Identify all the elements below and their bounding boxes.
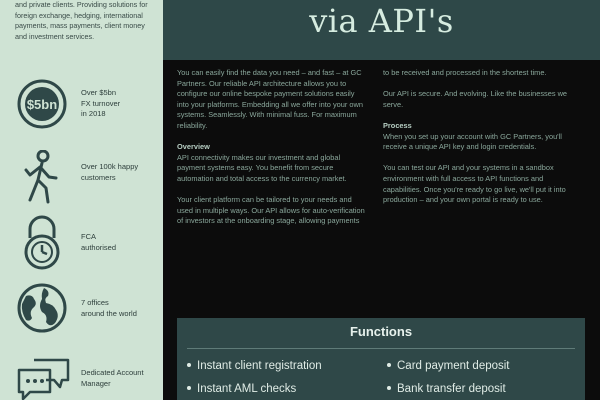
stat-label: Over 100k happy customers bbox=[81, 162, 139, 182]
stat-fca bbox=[0, 214, 163, 274]
functions-panel bbox=[177, 318, 585, 400]
process-heading: Process bbox=[383, 120, 412, 130]
stat-label: FCA authorised bbox=[81, 232, 117, 252]
page-title: via API's bbox=[309, 2, 454, 40]
five-billion-coin-icon bbox=[16, 78, 68, 130]
intro-paragraph: You can easily find the data you need – and fast – at GC Partners. Our reliable API architecture allows you to configure our online bespoke payment solutions easily into your platforms. Embedding all we offer into your own systems. Seamlessly. With minimal fuss. For maximum reliability. bbox=[177, 68, 363, 130]
sidebar-intro: and private clients. Providing solutions for foreign exchange, hedging, international payments, mass payments, client money and investment services. bbox=[15, 0, 148, 41]
text-column-left bbox=[177, 68, 365, 238]
functions-title: Functions bbox=[349, 324, 413, 339]
stat-label: Over $5bn FX turnover in 2018 bbox=[81, 88, 121, 118]
stat-offices bbox=[0, 282, 163, 342]
bullet-icon bbox=[187, 386, 191, 390]
function-item: Bank transfer deposit bbox=[387, 383, 506, 395]
functions-divider bbox=[187, 348, 575, 349]
walking-person-icon bbox=[16, 150, 66, 204]
function-item: Instant client registration bbox=[187, 360, 322, 372]
stat-label: Dedicated Account Manager bbox=[81, 368, 144, 388]
svg-text:$5bn: $5bn bbox=[26, 97, 58, 112]
globe-icon bbox=[16, 282, 68, 334]
text-column-right bbox=[383, 68, 575, 216]
stat-customers bbox=[0, 150, 163, 210]
sandbox-paragraph: You can test our API and your systems in a sandbox environment with full access to API functions and capabilities. Once you're ready to go live, we'll put it into production – and your own portal is ready to use. bbox=[383, 163, 566, 205]
sidebar bbox=[0, 0, 163, 400]
overview-paragraph: API connectivity makes our investment and global payment systems easy. You benefit from secure automation and total access to the currency market. bbox=[177, 152, 347, 183]
bullet-icon bbox=[387, 386, 391, 390]
secure-paragraph: Our API is secure. And evolving. Like the businesses we serve. bbox=[383, 89, 568, 109]
chat-bubbles-icon bbox=[16, 356, 72, 400]
bullet-icon bbox=[387, 363, 391, 367]
platform-paragraph: Your client platform can be tailored to your needs and used in multiple ways. Our API allows for auto-verification of investors at the onboarding stage, allowing payments bbox=[177, 195, 365, 226]
function-item: Card payment deposit bbox=[387, 360, 510, 372]
padlock-icon bbox=[16, 214, 68, 272]
bullet-icon bbox=[187, 363, 191, 367]
stat-account-manager bbox=[0, 356, 163, 400]
function-item: Instant AML checks bbox=[187, 383, 296, 395]
continuation-paragraph: to be received and processed in the shortest time. bbox=[383, 68, 547, 77]
stat-label: 7 offices around the world bbox=[81, 298, 137, 318]
overview-heading: Overview bbox=[177, 142, 210, 152]
process-paragraph: When you set up your account with GC Partners, you'll receive a unique API key and login credentials. bbox=[383, 131, 562, 152]
stat-fx-turnover bbox=[0, 78, 163, 138]
header-band bbox=[163, 0, 600, 60]
